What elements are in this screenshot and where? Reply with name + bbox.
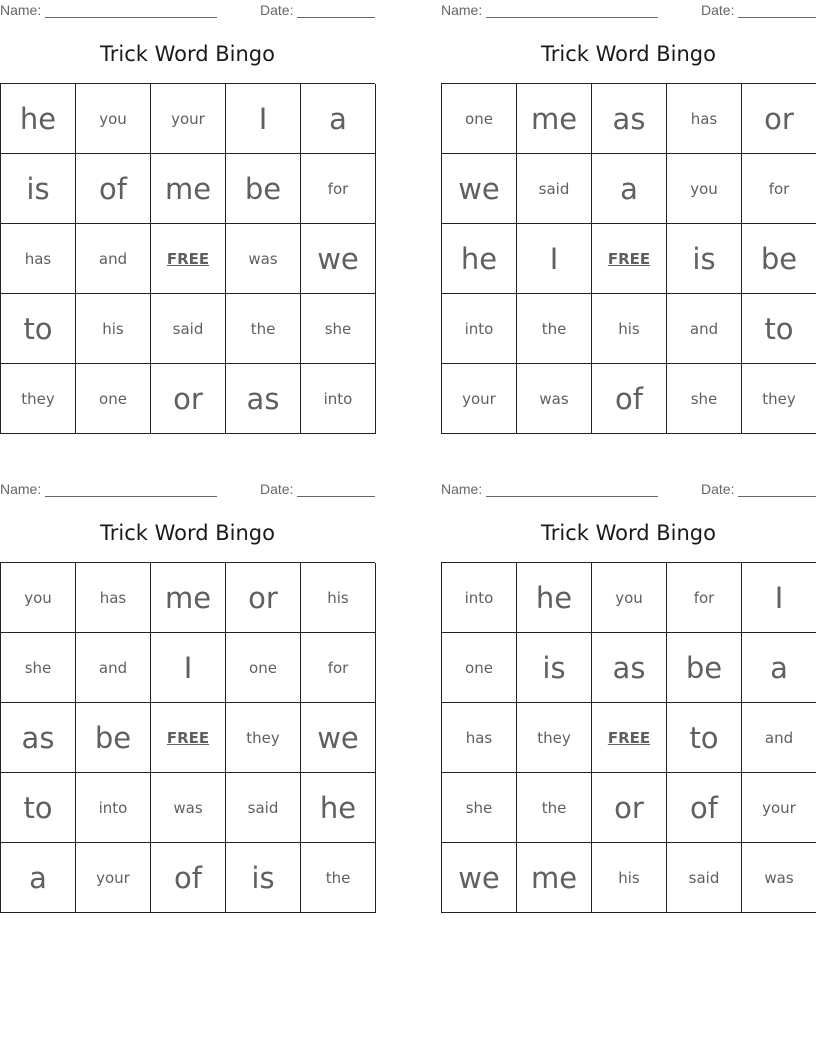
bingo-cell[interactable]: for [301, 633, 376, 703]
bingo-card [0, 0, 375, 436]
bingo-cell[interactable]: your [151, 84, 226, 154]
bingo-cell[interactable]: as [1, 703, 76, 773]
free-space-cell[interactable]: FREE [151, 703, 226, 773]
bingo-cell[interactable]: a [1, 843, 76, 913]
bingo-cell[interactable]: the [301, 843, 376, 913]
bingo-cell[interactable]: for [301, 154, 376, 224]
bingo-cell[interactable]: be [667, 633, 742, 703]
bingo-cell[interactable]: she [1, 633, 76, 703]
bingo-cell[interactable]: we [442, 154, 517, 224]
bingo-cell[interactable]: they [1, 364, 76, 434]
bingo-cell[interactable]: we [301, 703, 376, 773]
bingo-cell[interactable]: or [742, 84, 816, 154]
bingo-cell[interactable]: into [442, 294, 517, 364]
bingo-cell[interactable]: of [76, 154, 151, 224]
bingo-cell[interactable]: a [592, 154, 667, 224]
name-label: Name: [441, 481, 483, 497]
bingo-cell[interactable]: we [442, 843, 517, 913]
free-space-cell[interactable]: FREE [592, 703, 667, 773]
free-space-cell[interactable]: FREE [592, 224, 667, 294]
bingo-cell[interactable]: they [517, 703, 592, 773]
bingo-cell[interactable]: into [76, 773, 151, 843]
bingo-cell[interactable]: of [592, 364, 667, 434]
bingo-cell[interactable]: said [517, 154, 592, 224]
name-label: Name: [0, 481, 42, 497]
bingo-card [441, 479, 816, 915]
bingo-cell[interactable]: is [667, 224, 742, 294]
card-title: Trick Word Bingo [100, 521, 275, 545]
bingo-cell[interactable]: I [742, 563, 816, 633]
bingo-cell[interactable]: I [226, 84, 301, 154]
bingo-cell[interactable]: to [1, 773, 76, 843]
bingo-cell[interactable]: as [592, 633, 667, 703]
bingo-cell[interactable]: and [667, 294, 742, 364]
bingo-cell[interactable]: me [517, 843, 592, 913]
bingo-cell[interactable]: as [592, 84, 667, 154]
name-date-row [441, 2, 816, 20]
bingo-cell[interactable]: as [226, 364, 301, 434]
name-blank-line[interactable] [45, 17, 217, 18]
bingo-cell[interactable]: or [151, 364, 226, 434]
bingo-cell[interactable]: has [667, 84, 742, 154]
bingo-cell[interactable]: was [151, 773, 226, 843]
date-blank-line[interactable] [297, 496, 375, 497]
name-date-row [441, 481, 816, 499]
bingo-cell[interactable]: of [667, 773, 742, 843]
bingo-cell[interactable]: to [742, 294, 816, 364]
bingo-cell[interactable]: into [442, 563, 517, 633]
bingo-cell[interactable]: has [76, 563, 151, 633]
bingo-cell[interactable]: was [742, 843, 816, 913]
bingo-cell[interactable]: one [442, 633, 517, 703]
bingo-cell[interactable]: one [76, 364, 151, 434]
bingo-cell[interactable]: to [667, 703, 742, 773]
date-label: Date: [701, 481, 735, 497]
card-title: Trick Word Bingo [100, 42, 275, 66]
bingo-cell[interactable]: the [517, 773, 592, 843]
bingo-cell[interactable]: you [592, 563, 667, 633]
bingo-cell[interactable]: has [442, 703, 517, 773]
bingo-cell[interactable]: or [226, 563, 301, 633]
bingo-cell[interactable]: you [1, 563, 76, 633]
bingo-cell[interactable]: we [301, 224, 376, 294]
bingo-cell[interactable]: is [517, 633, 592, 703]
bingo-cell[interactable]: your [442, 364, 517, 434]
bingo-cell[interactable]: the [517, 294, 592, 364]
bingo-cell[interactable]: for [742, 154, 816, 224]
date-blank-line[interactable] [297, 17, 375, 18]
bingo-cell[interactable]: one [226, 633, 301, 703]
bingo-cell[interactable]: to [1, 294, 76, 364]
name-label: Name: [441, 2, 483, 18]
bingo-cell[interactable]: has [1, 224, 76, 294]
bingo-cell[interactable]: me [151, 563, 226, 633]
bingo-cell[interactable]: be [226, 154, 301, 224]
card-title: Trick Word Bingo [541, 42, 716, 66]
bingo-cell[interactable]: he [301, 773, 376, 843]
bingo-cell[interactable]: is [226, 843, 301, 913]
free-space-cell[interactable]: FREE [151, 224, 226, 294]
bingo-cell[interactable]: his [592, 843, 667, 913]
bingo-cell[interactable]: his [301, 563, 376, 633]
bingo-cell[interactable]: and [742, 703, 816, 773]
name-label: Name: [0, 2, 42, 18]
date-label: Date: [260, 481, 294, 497]
bingo-cell[interactable]: be [742, 224, 816, 294]
bingo-cell[interactable]: they [742, 364, 816, 434]
bingo-cell[interactable]: she [301, 294, 376, 364]
bingo-cell[interactable]: me [151, 154, 226, 224]
bingo-cell[interactable]: I [151, 633, 226, 703]
bingo-cell[interactable]: or [592, 773, 667, 843]
bingo-cell[interactable]: said [226, 773, 301, 843]
bingo-cell[interactable]: she [667, 364, 742, 434]
bingo-card [0, 479, 375, 915]
name-blank-line[interactable] [45, 496, 217, 497]
bingo-cell[interactable]: of [151, 843, 226, 913]
bingo-cell[interactable]: his [76, 294, 151, 364]
bingo-cell[interactable]: was [517, 364, 592, 434]
bingo-grid [0, 562, 375, 913]
bingo-cell[interactable]: he [517, 563, 592, 633]
name-date-row [0, 481, 375, 499]
bingo-cell[interactable]: he [442, 224, 517, 294]
bingo-card [441, 0, 816, 436]
bingo-cell[interactable]: is [1, 154, 76, 224]
bingo-cell[interactable]: you [76, 84, 151, 154]
bingo-cell[interactable]: said [667, 843, 742, 913]
bingo-cell[interactable]: said [151, 294, 226, 364]
bingo-cell[interactable]: me [517, 84, 592, 154]
bingo-cell[interactable]: a [742, 633, 816, 703]
bingo-cell[interactable]: you [667, 154, 742, 224]
bingo-cell[interactable]: a [301, 84, 376, 154]
bingo-grid [441, 83, 816, 434]
bingo-cell[interactable]: be [76, 703, 151, 773]
bingo-cell[interactable]: and [76, 633, 151, 703]
card-title: Trick Word Bingo [541, 521, 716, 545]
bingo-cell[interactable]: she [442, 773, 517, 843]
bingo-cell[interactable]: your [742, 773, 816, 843]
bingo-cell[interactable]: I [517, 224, 592, 294]
bingo-cell[interactable]: his [592, 294, 667, 364]
name-date-row [0, 2, 375, 20]
bingo-cell[interactable]: they [226, 703, 301, 773]
date-blank-line[interactable] [738, 17, 816, 18]
name-blank-line[interactable] [486, 496, 658, 497]
bingo-cell[interactable]: the [226, 294, 301, 364]
date-label: Date: [260, 2, 294, 18]
bingo-cell[interactable]: into [301, 364, 376, 434]
bingo-grid [441, 562, 816, 913]
bingo-cell[interactable]: for [667, 563, 742, 633]
name-blank-line[interactable] [486, 17, 658, 18]
bingo-cell[interactable]: he [1, 84, 76, 154]
bingo-cell[interactable]: and [76, 224, 151, 294]
bingo-cell[interactable]: your [76, 843, 151, 913]
bingo-cell[interactable]: one [442, 84, 517, 154]
date-label: Date: [701, 2, 735, 18]
bingo-grid [0, 83, 375, 434]
bingo-cell[interactable]: was [226, 224, 301, 294]
date-blank-line[interactable] [738, 496, 816, 497]
